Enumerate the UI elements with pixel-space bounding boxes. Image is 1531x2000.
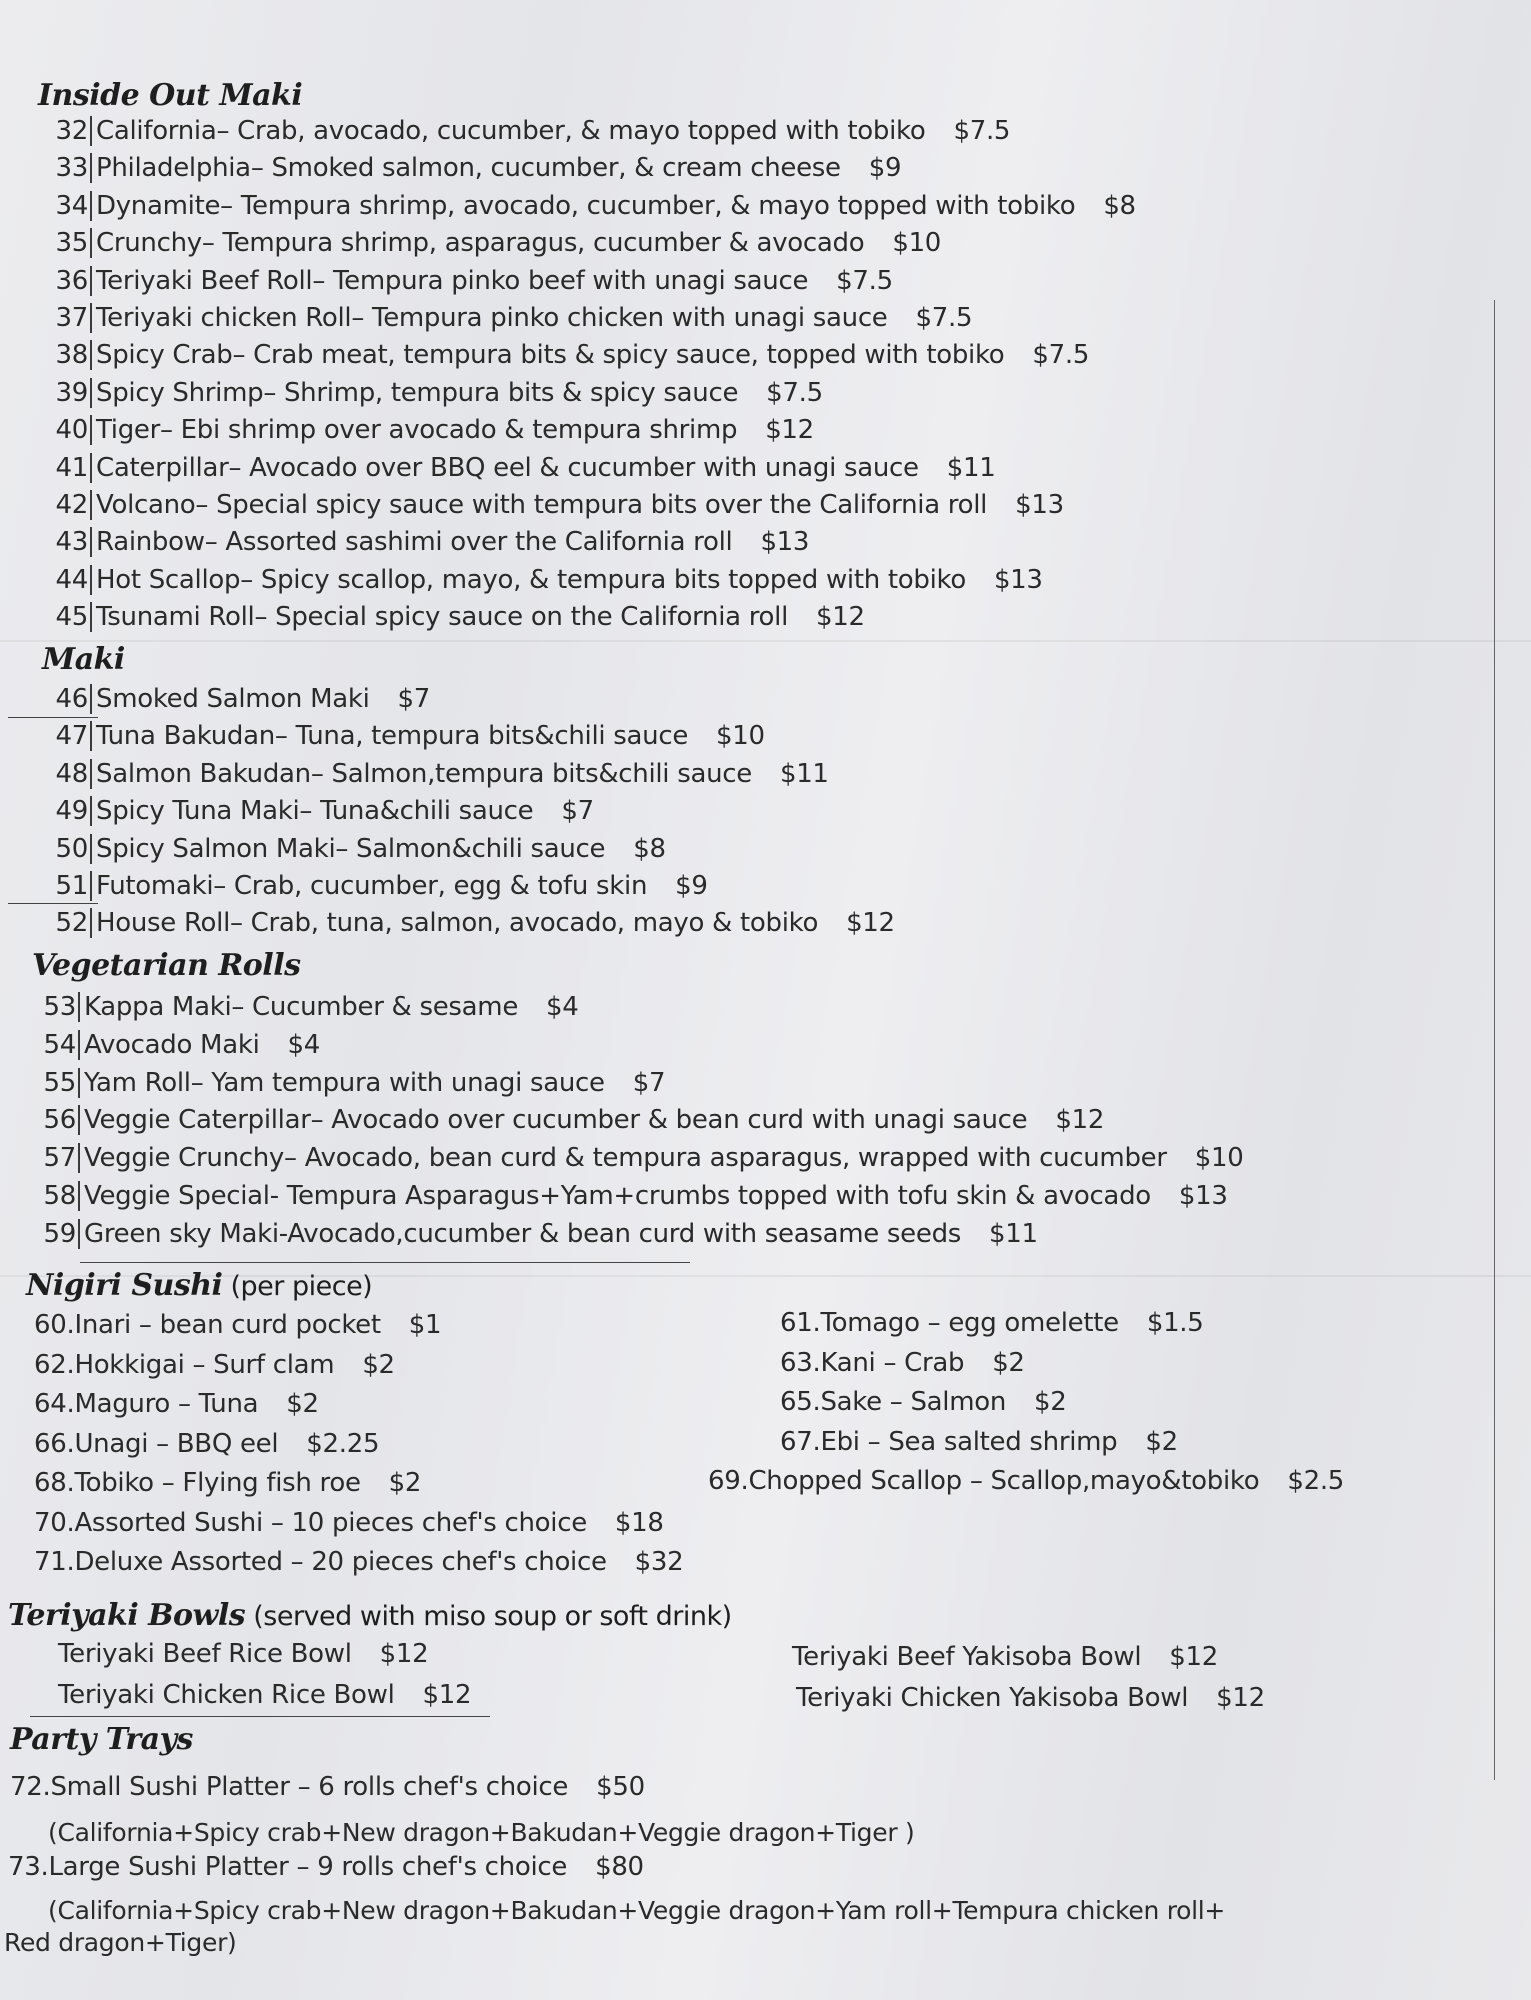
item-price: $2 bbox=[388, 1468, 422, 1498]
item-description: – Tempura shrimp, asparagus, cucumber & avocado bbox=[201, 228, 865, 259]
item-description: – Special spicy sauce with tempura bits over the California roll bbox=[195, 490, 988, 520]
item-description: – Tuna&chili sauce bbox=[299, 796, 534, 827]
item-number: 45 bbox=[55, 602, 88, 633]
item-price: $1.5 bbox=[1146, 1308, 1204, 1338]
item-number: 52 bbox=[55, 908, 88, 939]
item-name: Rainbow bbox=[90, 527, 205, 557]
menu-item bbox=[780, 1308, 1204, 1338]
item-description: – Smoked salmon, cucumber, & cream cheese bbox=[250, 153, 841, 184]
item-number: 58 bbox=[43, 1181, 76, 1211]
menu-item bbox=[50, 415, 814, 445]
menu-item bbox=[50, 340, 1089, 370]
item-number: 49 bbox=[55, 796, 88, 827]
item-name: Teriyaki chicken Roll bbox=[90, 303, 351, 333]
item-price: $18 bbox=[614, 1507, 664, 1538]
item-description: – Spicy scallop, mayo, & tempura bits topped with tobiko bbox=[240, 564, 966, 595]
menu-item bbox=[34, 1310, 441, 1340]
item-number: 40 bbox=[55, 415, 88, 446]
item-price: $13 bbox=[1015, 490, 1064, 520]
item-name: Smoked Salmon Maki bbox=[90, 684, 370, 714]
item-description: – Salmon&chili sauce bbox=[335, 833, 606, 864]
section-title-vegetarian: Vegetarian Rolls bbox=[32, 948, 301, 983]
item-name: Dynamite bbox=[90, 191, 220, 221]
item-name: Tiger bbox=[90, 415, 160, 445]
item-number: 48 bbox=[55, 758, 88, 789]
menu-item bbox=[50, 565, 1043, 595]
item-price: $2 bbox=[1145, 1426, 1178, 1457]
item-number: 56 bbox=[43, 1105, 76, 1136]
item-price: $11 bbox=[779, 758, 829, 789]
item-number: 50 bbox=[55, 833, 88, 864]
menu-item bbox=[50, 116, 1010, 146]
item-price: $13 bbox=[993, 564, 1043, 595]
section-title-maki: Maki bbox=[42, 642, 125, 677]
item-number: 42 bbox=[55, 490, 88, 520]
item-price: $11 bbox=[989, 1218, 1038, 1249]
item-price: $2.25 bbox=[306, 1428, 380, 1459]
item-name: Philadelphia bbox=[90, 153, 251, 183]
item-description: – Tempura shrimp, avocado, cucumber, & mayo topped with tobiko bbox=[220, 190, 1076, 221]
menu-item: Teriyaki Beef Yakisoba Bowl $12 bbox=[792, 1642, 1219, 1672]
underline bbox=[8, 903, 98, 904]
menu-item bbox=[50, 527, 809, 557]
item-price: $7.5 bbox=[1032, 340, 1090, 371]
item-name: 61.Tomago – egg omelette bbox=[780, 1308, 1119, 1338]
section-title-inside-out: Inside Out Maki bbox=[38, 78, 303, 113]
item-price: $12 bbox=[1055, 1105, 1105, 1136]
menu-item bbox=[34, 1429, 379, 1459]
underline bbox=[8, 717, 98, 718]
item-name: Crunchy bbox=[90, 228, 202, 258]
item-description: - Tempura Asparagus+Yam+crumbs topped with tofu skin & avocado bbox=[269, 1181, 1151, 1211]
item-number: 37 bbox=[55, 303, 88, 333]
menu-item: 72.Small Sushi Platter – 6 rolls chef's choice $50 bbox=[10, 1772, 645, 1802]
item-number: 46 bbox=[55, 684, 88, 714]
menu-item bbox=[38, 1068, 665, 1098]
section-title-teriyaki: Teriyaki Bowls (served with miso soup or soft drink) bbox=[8, 1598, 732, 1633]
menu-item bbox=[38, 1219, 1038, 1249]
item-name: Salmon Bakudan bbox=[90, 759, 311, 789]
item-number: 55 bbox=[43, 1067, 76, 1098]
item-price: $13 bbox=[760, 527, 810, 558]
item-detail: Red dragon+Tiger) bbox=[4, 1928, 237, 1957]
menu-item bbox=[50, 191, 1136, 221]
item-price: $9 bbox=[868, 153, 902, 184]
menu-item bbox=[50, 721, 765, 751]
menu-item bbox=[34, 1350, 395, 1380]
item-number: 33 bbox=[55, 153, 88, 184]
menu-item bbox=[34, 1508, 664, 1538]
item-description: – Crab, tuna, salmon, avocado, mayo & tobiko bbox=[230, 908, 819, 939]
item-name: Kappa Maki bbox=[78, 992, 231, 1022]
menu-item: Teriyaki Beef Rice Bowl $12 bbox=[58, 1639, 429, 1669]
item-description: – Special spicy sauce on the California roll bbox=[254, 602, 789, 633]
item-price: $2.5 bbox=[1287, 1466, 1345, 1496]
item-name: Spicy Tuna Maki bbox=[90, 796, 299, 826]
item-number: 41 bbox=[55, 452, 88, 483]
item-price: $10 bbox=[892, 228, 942, 259]
item-number: 47 bbox=[55, 721, 88, 752]
menu-item bbox=[50, 684, 430, 714]
menu-item bbox=[38, 1143, 1243, 1173]
menu-item bbox=[50, 834, 666, 864]
item-name: Avocado Maki bbox=[78, 1030, 260, 1060]
menu-item bbox=[50, 908, 895, 938]
item-number: 35 bbox=[55, 228, 88, 259]
item-price: $10 bbox=[1194, 1143, 1244, 1174]
menu-item bbox=[50, 266, 893, 296]
menu-item bbox=[34, 1389, 319, 1419]
menu-item bbox=[50, 490, 1064, 520]
item-name: 71.Deluxe Assorted – 20 pieces chef's choice bbox=[34, 1547, 607, 1577]
item-name: 64.Maguro – Tuna bbox=[34, 1389, 259, 1419]
section-title-nigiri: Nigiri Sushi (per piece) bbox=[26, 1268, 373, 1303]
menu-item bbox=[34, 1468, 421, 1498]
item-name: California bbox=[90, 116, 216, 146]
item-price: $2 bbox=[992, 1347, 1025, 1378]
item-price: $9 bbox=[675, 871, 708, 901]
item-price: $7.5 bbox=[953, 116, 1011, 146]
item-price: $7 bbox=[397, 684, 431, 714]
menu-item bbox=[780, 1427, 1178, 1457]
item-price: $8 bbox=[633, 833, 666, 864]
item-price: $1 bbox=[408, 1310, 442, 1340]
menu-item bbox=[708, 1466, 1344, 1496]
item-price: $8 bbox=[1103, 190, 1136, 221]
menu-item bbox=[50, 153, 901, 183]
item-name: Spicy Shrimp bbox=[90, 378, 263, 408]
item-number: 53 bbox=[43, 992, 76, 1022]
item-name: Tuna Bakudan bbox=[90, 721, 275, 751]
menu-item bbox=[50, 602, 865, 632]
item-price: $7 bbox=[632, 1067, 666, 1098]
menu-item bbox=[50, 796, 594, 826]
paper-crease bbox=[0, 640, 1531, 642]
item-description: – Tempura pinko chicken with unagi sauce bbox=[351, 303, 888, 333]
item-number: 32 bbox=[55, 116, 88, 146]
item-price: $2 bbox=[286, 1389, 319, 1419]
item-price: $12 bbox=[765, 415, 814, 446]
item-name: 63.Kani – Crab bbox=[780, 1347, 965, 1378]
item-price: $4 bbox=[546, 992, 579, 1022]
item-price: $7 bbox=[561, 796, 594, 827]
item-detail: (California+Spicy crab+New dragon+Bakudan+Veggie dragon+Tiger ) bbox=[48, 1818, 915, 1847]
item-name: 60.Inari – bean curd pocket bbox=[34, 1310, 381, 1340]
item-name: Green sky Maki bbox=[78, 1219, 279, 1249]
item-name: 70.Assorted Sushi – 10 pieces chef's choice bbox=[34, 1507, 587, 1538]
item-number: 57 bbox=[43, 1143, 76, 1174]
menu-item bbox=[50, 759, 829, 789]
underline bbox=[30, 1716, 490, 1717]
menu-item bbox=[38, 1105, 1104, 1135]
menu-item bbox=[50, 453, 995, 483]
item-name: Tsunami Roll bbox=[90, 602, 254, 632]
item-name: Caterpillar bbox=[90, 453, 228, 483]
menu-item bbox=[780, 1348, 1025, 1378]
item-description: – Salmon,tempura bits&chili sauce bbox=[310, 758, 752, 789]
item-description: – Avocado, bean curd & tempura asparagus, wrapped with cucumber bbox=[284, 1143, 1167, 1174]
item-number: 39 bbox=[55, 377, 88, 408]
menu-item bbox=[38, 1181, 1228, 1211]
paper-edge-line bbox=[1494, 300, 1495, 1780]
item-name: 68.Tobiko – Flying fish roe bbox=[34, 1468, 361, 1498]
item-price: $7.5 bbox=[915, 303, 973, 333]
item-name: Veggie Special bbox=[78, 1181, 270, 1211]
item-number: 51 bbox=[55, 871, 88, 901]
menu-item bbox=[50, 871, 708, 901]
item-description: – Crab, cucumber, egg & tofu skin bbox=[213, 871, 648, 901]
item-price: $4 bbox=[287, 1029, 320, 1060]
menu-item bbox=[34, 1547, 683, 1577]
item-price: $7.5 bbox=[766, 377, 823, 408]
item-description: – Shrimp, tempura bits & spicy sauce bbox=[263, 377, 739, 408]
item-number: 34 bbox=[55, 190, 88, 221]
item-name: Yam Roll bbox=[78, 1068, 191, 1098]
item-name: Hot Scallop bbox=[90, 565, 240, 595]
item-price: $12 bbox=[846, 908, 895, 939]
item-price: $12 bbox=[816, 602, 865, 633]
item-name: 69.Chopped Scallop – Scallop,mayo&tobiko bbox=[708, 1466, 1260, 1496]
item-description: – Avocado over BBQ eel & cucumber with unagi sauce bbox=[228, 452, 919, 483]
item-description: – Tuna, tempura bits&chili sauce bbox=[274, 721, 689, 752]
menu-item bbox=[780, 1387, 1067, 1417]
item-name: 67.Ebi – Sea salted shrimp bbox=[780, 1426, 1118, 1457]
item-detail: (California+Spicy crab+New dragon+Bakudan+Veggie dragon+Yam roll+Tempura chicken roll+ bbox=[48, 1896, 1226, 1925]
menu-item bbox=[38, 1030, 320, 1060]
item-name: Futomaki bbox=[90, 871, 213, 901]
menu-item bbox=[50, 228, 941, 258]
item-price: $7.5 bbox=[836, 265, 893, 296]
item-number: 38 bbox=[55, 340, 88, 371]
item-description: – Tempura pinko beef with unagi sauce bbox=[312, 265, 809, 296]
menu-item bbox=[50, 303, 972, 333]
menu-item: 73.Large Sushi Platter – 9 rolls chef's choice $80 bbox=[8, 1852, 644, 1882]
item-number: 59 bbox=[43, 1218, 76, 1249]
item-name: 62.Hokkigai – Surf clam bbox=[34, 1349, 335, 1380]
item-price: $10 bbox=[716, 721, 765, 752]
item-name: House Roll bbox=[90, 908, 230, 938]
menu-item bbox=[50, 378, 823, 408]
item-description: – Cucumber & sesame bbox=[231, 992, 519, 1022]
menu-item: Teriyaki Chicken Rice Bowl $12 bbox=[58, 1680, 472, 1710]
item-number: 36 bbox=[55, 265, 88, 296]
section-title-party: Party Trays bbox=[10, 1722, 193, 1757]
item-description: – Crab, avocado, cucumber, & mayo topped with tobiko bbox=[216, 116, 926, 146]
item-name: 66.Unagi – BBQ eel bbox=[34, 1428, 279, 1459]
item-description: – Crab meat, tempura bits & spicy sauce, topped with tobiko bbox=[232, 340, 1005, 371]
item-description: – Ebi shrimp over avocado & tempura shrimp bbox=[160, 415, 738, 446]
menu-item bbox=[38, 992, 579, 1022]
item-name: Veggie Caterpillar bbox=[78, 1105, 311, 1135]
item-price: $2 bbox=[362, 1349, 395, 1380]
item-price: $13 bbox=[1178, 1181, 1228, 1211]
underline bbox=[80, 1262, 690, 1263]
item-description: – Assorted sashimi over the California roll bbox=[204, 527, 733, 558]
item-number: 44 bbox=[55, 564, 88, 595]
item-description: -Avocado,cucumber & bean curd with seasame seeds bbox=[278, 1218, 962, 1249]
item-price: $2 bbox=[1034, 1387, 1067, 1417]
item-name: Teriyaki Beef Roll bbox=[90, 266, 312, 296]
item-name: 65.Sake – Salmon bbox=[780, 1387, 1007, 1417]
item-name: Volcano bbox=[90, 490, 195, 520]
item-description: – Avocado over cucumber & bean curd with unagi sauce bbox=[310, 1105, 1028, 1136]
item-number: 54 bbox=[43, 1029, 76, 1060]
item-price: $32 bbox=[634, 1547, 684, 1577]
item-price: $11 bbox=[946, 452, 996, 483]
item-description: – Yam tempura with unagi sauce bbox=[190, 1067, 605, 1098]
item-name: Spicy Crab bbox=[90, 340, 232, 370]
item-name: Spicy Salmon Maki bbox=[90, 834, 335, 864]
menu-item: Teriyaki Chicken Yakisoba Bowl $12 bbox=[796, 1683, 1265, 1713]
item-number: 43 bbox=[55, 527, 88, 558]
item-name: Veggie Crunchy bbox=[78, 1143, 284, 1173]
